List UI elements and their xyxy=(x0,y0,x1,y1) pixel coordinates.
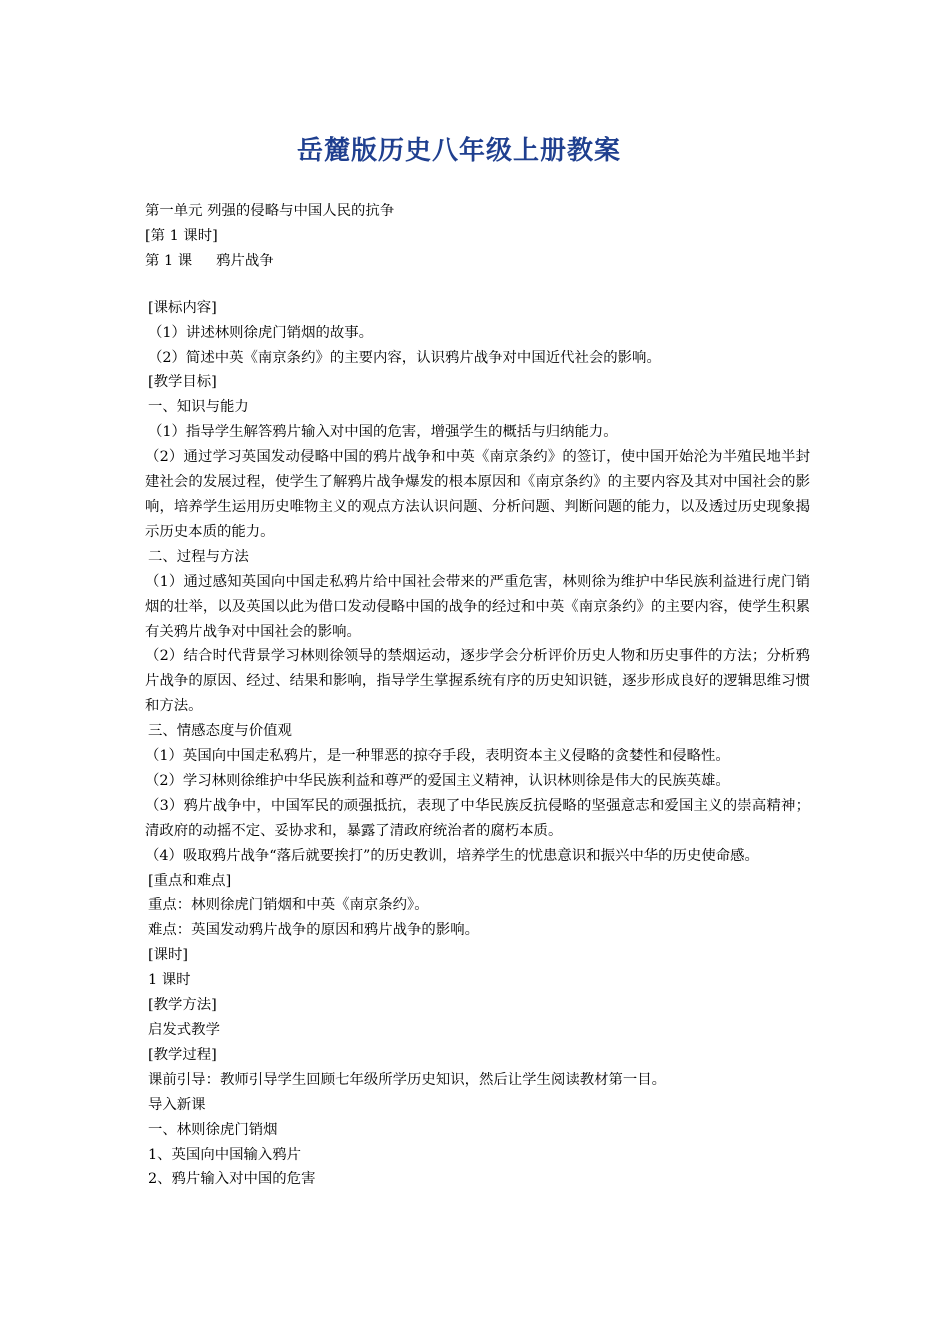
unit-heading: 第一单元 列强的侵略与中国人民的抗争 xyxy=(145,203,395,219)
period-label: [第 1 课时] xyxy=(145,227,218,244)
process-item-1: （1）通过感知英国向中国走私鸦片给中国社会带来的严重危害，林则徐为维护中华民族利益进行虎门销烟的壮举，以及英国以此为借口发动侵略中国的战争的经过和中英《南京条约》的主要内容，使学生积累有关鸦片战争对中国社会的影响。 xyxy=(145,573,810,640)
class-hours-value: 1 课时 xyxy=(148,972,191,989)
goals-heading: [教学目标] xyxy=(148,374,217,391)
lesson-heading xyxy=(145,249,810,274)
teaching-method-heading: [教学方法] xyxy=(148,997,217,1014)
teaching-method-value: 启发式教学 xyxy=(148,1022,220,1038)
part-one-heading: 一、林则徐虎门销烟 xyxy=(148,1121,278,1138)
part-one-item-2: 2、鸦片输入对中国的危害 xyxy=(148,1171,316,1188)
curriculum-item-1: （1）讲述林则徐虎门销烟的故事。 xyxy=(148,324,374,341)
procedure-intro: 课前引导：教师引导学生回顾七年级所学历史知识，然后让学生阅读教材第一目。 xyxy=(148,1071,667,1088)
spacer xyxy=(145,274,810,296)
knowledge-heading: 一、知识与能力 xyxy=(148,399,249,416)
key-point: 重点：林则徐虎门销烟和中英《南京条约》。 xyxy=(148,897,429,914)
curriculum-heading: [课标内容] xyxy=(148,299,217,316)
lesson-name: 鸦片战争 xyxy=(216,252,274,269)
process-heading: 二、过程与方法 xyxy=(148,548,249,565)
values-item-3: （3）鸦片战争中，中国军民的顽强抵抗，表现了中华民族反抗侵略的坚强意志和爱国主义的崇高精神；清政府的动摇不定、妥协求和，暴露了清政府统治者的腐朽本质。 xyxy=(145,797,810,839)
key-points-heading: [重点和难点] xyxy=(148,872,232,889)
new-lesson-label: 导入新课 xyxy=(148,1096,206,1113)
teaching-procedure-heading: [教学过程] xyxy=(148,1046,217,1063)
document-title: 岳麓版历史八年级上册教案 xyxy=(296,136,621,166)
difficult-point: 难点：英国发动鸦片战争的原因和鸦片战争的影响。 xyxy=(148,922,479,939)
values-heading: 三、情感态度与价值观 xyxy=(148,723,292,740)
part-one-item-1: 1、英国向中国输入鸦片 xyxy=(148,1146,302,1163)
document-body xyxy=(145,199,810,1192)
values-item-1: （1）英国向中国走私鸦片，是一种罪恶的掠夺手段，表明资本主义侵略的贪婪性和侵略性。 xyxy=(145,748,730,765)
knowledge-item-2: （2）通过学习英国发动侵略中国的鸦片战争和中英《南京条约》的签订，使中国开始沦为半殖民地半封建社会的发展过程，使学生了解鸦片战争爆发的根本原因和《南京条约》的主要内容及其对中国社会的影响，培养学生运用历史唯物主义的观点方法认识问题、分析问题、判断问题的能力，以及透过历史现象揭示历史本质的能力。 xyxy=(145,449,810,540)
class-hours-heading: [课时] xyxy=(148,947,189,964)
values-item-4: （4）吸取鸦片战争“落后就要挨打”的历史教训，培养学生的忧患意识和振兴中华的历史使命感。 xyxy=(145,847,759,864)
curriculum-item-2: （2）简述中英《南京条约》的主要内容，认识鸦片战争对中国近代社会的影响。 xyxy=(148,349,661,366)
lesson-number: 第 1 课 xyxy=(145,252,193,269)
values-item-2: （2）学习林则徐维护中华民族利益和尊严的爱国主义精神，认识林则徐是伟大的民族英雄。 xyxy=(145,772,730,789)
process-item-2: （2）结合时代背景学习林则徐领导的禁烟运动，逐步学会分析评价历史人物和历史事件的方法；分析鸦片战争的原因、经过、结果和影响，指导学生掌握系统有序的历史知识链，逐步形成良好的逻辑思维习惯和方法。 xyxy=(145,648,810,715)
knowledge-item-1: （1）指导学生解答鸦片输入对中国的危害，增强学生的概括与归纳能力。 xyxy=(148,424,618,441)
